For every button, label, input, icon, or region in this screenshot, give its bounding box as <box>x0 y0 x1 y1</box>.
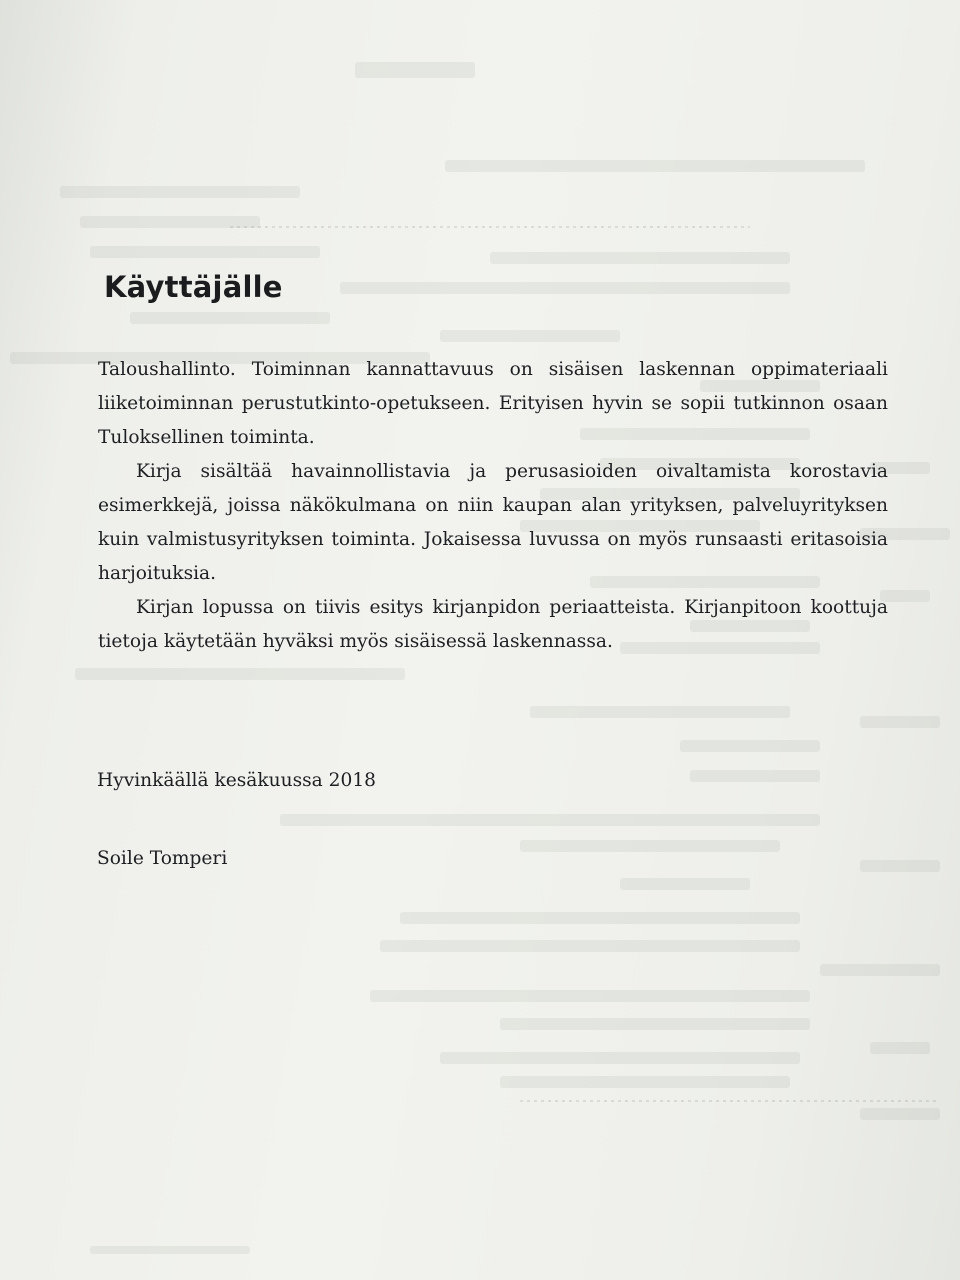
paragraph-intro: Taloushallinto. Toiminnan kannattavuus on sisäisen laskennan oppimateriaali liiketoiminnan perustutkinto-opetukseen. Erityisen hyvin se sopii tutkinnon osaan Tuloksellinen toiminta. <box>98 359 888 448</box>
paragraph-examples: Kirja sisältää havainnollistavia ja perusasioiden oivaltamista korostavia esimerkkejä, joissa näkökulmana on niin kaupan alan yrityksen, palveluyrityksen kuin valmistusyrityksen toiminta. Jokaisessa luvussa on myös runsaasti eritasoisia harjoituksia. <box>98 461 888 584</box>
preface-body <box>98 353 888 659</box>
paragraph-bookkeeping: Kirjan lopussa on tiivis esitys kirjanpidon periaatteista. Kirjanpitoon koottuja tietoja käytetään hyväksi myös sisäisessä laskennassa. <box>98 597 888 652</box>
author-name: Soile Tomperi <box>97 848 228 869</box>
page-heading: Käyttäjälle <box>104 270 283 304</box>
place-and-date: Hyvinkäällä kesäkuussa 2018 <box>97 770 376 791</box>
